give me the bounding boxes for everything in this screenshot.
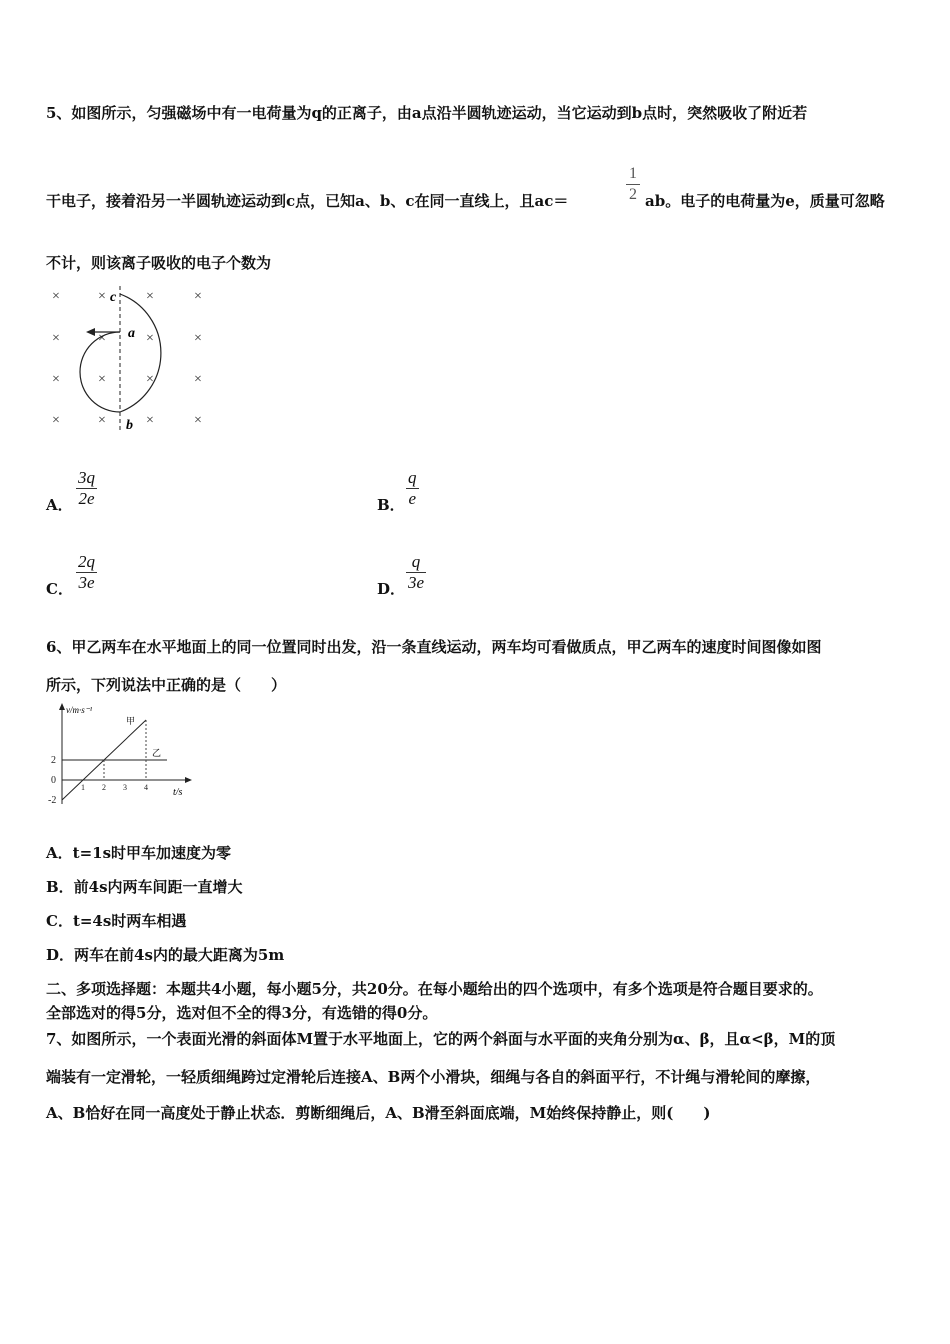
- q7-line-2: 端装有一定滑轮，一轻质细绳跨过定滑轮后连接A、B两个小滑块，细绳与各自的斜面平行，不计绳与滑轮间的摩擦，: [46, 1068, 821, 1086]
- cross: ×: [146, 372, 154, 387]
- q5-option-a-label[interactable]: A．: [46, 496, 73, 514]
- y-tick-label: -2: [48, 795, 57, 806]
- q6-option-d[interactable]: D．两车在前4s内的最大距离为5m: [46, 946, 285, 964]
- field-crosses: [52, 289, 202, 428]
- q6-option-c[interactable]: C．t=4s时两车相遇: [46, 912, 187, 930]
- large-semicircle-path: [120, 294, 161, 412]
- cross: ×: [146, 413, 154, 428]
- q5-line-1: 5、如图所示，匀强磁场中有一电荷量为q的正离子，由a点沿半圆轨迹运动，当它运动到b点时，突然吸收了附近若: [46, 104, 808, 122]
- section2-line-2: 全部选对的得5分，选对但不全的得3分，有选错的得0分。: [46, 1004, 438, 1022]
- x-axis-label: t/s: [173, 787, 183, 798]
- label-b: b: [126, 418, 133, 433]
- denominator: 3e: [408, 573, 425, 592]
- q5-option-c-label[interactable]: C．: [46, 580, 73, 598]
- q5-half-fraction: [626, 164, 640, 205]
- cross: ×: [194, 331, 202, 346]
- q5-option-b-label[interactable]: B．: [377, 496, 405, 514]
- numerator: q: [411, 552, 421, 571]
- q6-line-2: 所示，下列说法中正确的是（ ）: [46, 676, 287, 694]
- denominator: e: [408, 489, 417, 508]
- x-tick-label: 4: [144, 783, 148, 792]
- q7-line-3: A、B恰好在同一高度处于静止状态．剪断细绳后，A、B滑至斜面底端，M始终保持静止，则( ): [46, 1104, 711, 1122]
- series-label-0: 甲: [126, 716, 136, 726]
- q6-line-1: 6、甲乙两车在水平地面上的同一位置同时出发，沿一条直线运动，两车均可看做质点，甲乙两车的速度时间图像如图: [46, 638, 822, 656]
- q6-velocity-time-chart: [40, 700, 200, 810]
- half-denominator: 2: [629, 186, 637, 203]
- cross: ×: [98, 372, 106, 387]
- q7-line-1: 7、如图所示，一个表面光滑的斜面体M置于水平地面上，它的两个斜面与水平面的夹角分别为α、β，且α<β，M的顶: [46, 1030, 836, 1048]
- series-label-1: 乙: [152, 748, 162, 758]
- y-tick-label: 2: [51, 755, 56, 766]
- label-c: c: [110, 290, 117, 305]
- x-tick-label: 1: [81, 783, 85, 792]
- label-a: a: [128, 326, 135, 341]
- cross: ×: [146, 289, 154, 304]
- cross: ×: [52, 372, 60, 387]
- cross: ×: [194, 372, 202, 387]
- x-axis-arrow-icon: [185, 777, 192, 783]
- section2-line-1: 二、多项选择题：本题共4小题，每小题5分，共20分。在每小题给出的四个选项中，有多个选项是符合题目要求的。: [46, 980, 823, 998]
- q6-option-a[interactable]: A．t=1s时甲车加速度为零: [46, 844, 232, 862]
- arrow-head-icon: [86, 328, 95, 336]
- cross: ×: [52, 413, 60, 428]
- q5-option-d-fraction: [406, 552, 426, 593]
- y-tick-label: 0: [51, 775, 56, 786]
- q5-option-d-label[interactable]: D．: [377, 580, 406, 598]
- cross: ×: [98, 413, 106, 428]
- q5-option-a-fraction: [76, 468, 97, 509]
- q5-line-2b: ab。电子的电荷量为e，质量可忽略: [645, 192, 885, 210]
- cross: ×: [52, 289, 60, 304]
- cross: ×: [98, 331, 106, 346]
- numerator: q: [408, 468, 417, 487]
- q5-line-2a: 干电子，接着沿另一半圆轨迹运动到c点，已知a、b、c在同一直线上，且ac＝: [46, 192, 569, 210]
- q6-option-b[interactable]: B．前4s内两车间距一直增大: [46, 878, 243, 896]
- denominator: 3e: [78, 573, 95, 592]
- cross: ×: [194, 413, 202, 428]
- x-tick-label: 2: [102, 783, 106, 792]
- q5-magnetic-field-figure: [40, 282, 220, 442]
- numerator: 3q: [78, 468, 95, 487]
- cross: ×: [146, 331, 154, 346]
- y-axis-arrow-icon: [59, 703, 65, 710]
- y-axis-label: v/m·s⁻¹: [66, 705, 93, 715]
- cross: ×: [52, 331, 60, 346]
- denominator: 2e: [78, 489, 95, 508]
- numerator: 2q: [78, 552, 95, 571]
- cross: ×: [194, 289, 202, 304]
- half-numerator: 1: [629, 165, 637, 182]
- cross: ×: [98, 289, 106, 304]
- q5-option-c-fraction: [76, 552, 97, 593]
- q5-line-3: 不计，则该离子吸收的电子个数为: [46, 254, 272, 272]
- q5-option-b-fraction: [406, 468, 419, 509]
- x-tick-label: 3: [123, 783, 127, 792]
